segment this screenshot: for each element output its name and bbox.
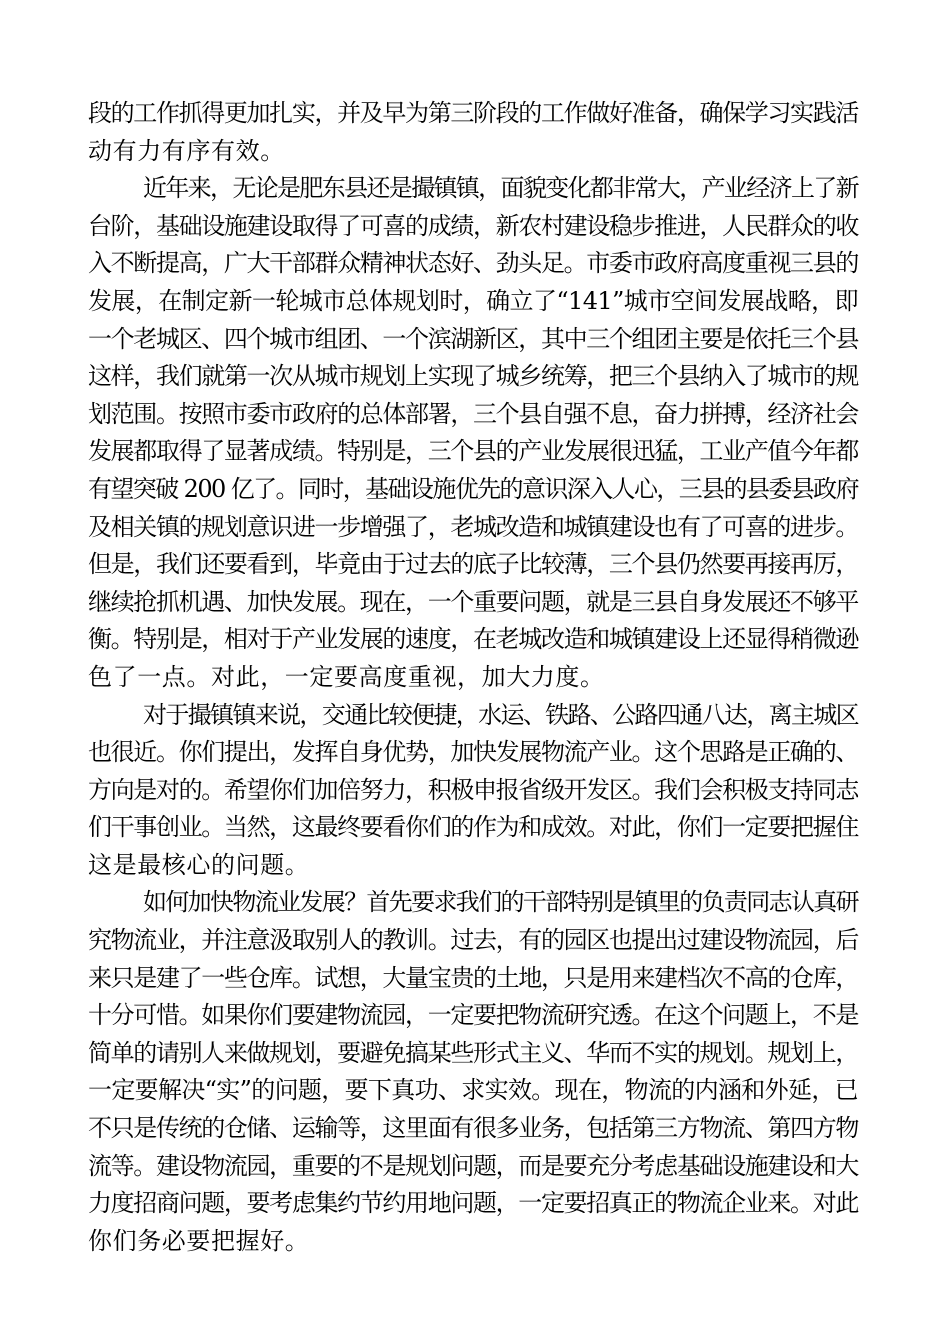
text-line: 究物流业，并注意汲取别人的教训。过去，有的园区也提出过建设物流园，后: [88, 926, 858, 955]
text-line: 色了一点。对此，一定要高度重视，加大力度。: [88, 662, 605, 691]
text-line: 继续抢抓机遇、加快发展。现在，一个重要问题，就是三县自身发展还不够平: [88, 587, 858, 616]
text-line: 们干事创业。当然，这最终要看你们的作为和成效。对此，你们一定要把握住: [88, 813, 858, 842]
text-line: 这样，我们就第一次从城市规划上实现了城乡统筹，把三个县纳入了城市的规: [88, 362, 858, 391]
paragraph-cuozhen-town: [88, 697, 858, 885]
text-line: 来只是建了一些仓库。试想，大量宝贵的土地，只是用来建档次不高的仓库，: [88, 963, 858, 992]
text-line: 入不断提高，广大干部群众精神状态好、劲头足。市委市政府高度重视三县的: [88, 249, 858, 278]
text-line: 有望突破 200 亿了。同时，基础设施优先的意识深入人心，三县的县委县政府: [88, 474, 858, 503]
text-line: 一定要解决“实”的问题，要下真功、求实效。现在，物流的内涵和外延，已: [88, 1076, 858, 1105]
text-line: 发展，在制定新一轮城市总体规划时，确立了“141”城市空间发展战略，即: [88, 286, 858, 315]
document-page: [88, 95, 858, 1260]
paragraph-logistics: [88, 884, 858, 1260]
text-line: 简单的请别人来做规划，要避免搞某些形式主义、华而不实的规划。规划上，: [88, 1038, 858, 1067]
text-line: 动有力有序有效。: [88, 136, 285, 165]
text-line: 划范围。按照市委市政府的总体部署，三个县自强不息，奋力拼搏，经济社会: [88, 399, 858, 428]
text-line: 方向是对的。希望你们加倍努力，积极申报省级开发区。我们会积极支持同志: [88, 775, 858, 804]
text-line: 流等。建设物流园，重要的不是规划问题，而是要充分考虑基础设施建设和大: [88, 1151, 858, 1180]
text-line: 十分可惜。如果你们要建物流园，一定要把物流研究透。在这个问题上，不是: [88, 1001, 858, 1030]
text-line: 这是最核心的问题。: [88, 850, 310, 879]
text-line: 段的工作抓得更加扎实，并及早为第三阶段的工作做好准备，确保学习实践活: [88, 99, 858, 127]
text-line: 对于撮镇镇来说，交通比较便捷，水运、铁路、公路四通八达，离主城区: [143, 700, 858, 729]
text-line: 及相关镇的规划意识进一步增强了，老城改造和城镇建设也有了可喜的进步。: [88, 512, 858, 541]
text-line: 也很近。你们提出，发挥自身优势，加快发展物流产业。这个思路是正确的、: [88, 738, 858, 767]
text-line: 你们务必要把握好。: [88, 1226, 310, 1255]
text-line: 衡。特别是，相对于产业发展的速度，在老城改造和城镇建设上还显得稍微逊: [88, 625, 858, 654]
text-line: 发展都取得了显著成绩。特别是，三个县的产业发展很迅猛，工业产值今年都: [88, 437, 858, 466]
paragraph-development-overview: [88, 170, 858, 696]
text-line: 但是，我们还要看到，毕竟由于过去的底子比较薄，三个县仍然要再接再厉，: [88, 550, 858, 579]
text-line: 如何加快物流业发展？首先要求我们的干部特别是镇里的负责同志认真研: [143, 888, 858, 917]
paragraph-continuation: [88, 95, 858, 170]
text-line: 一个老城区、四个城市组团、一个滨湖新区，其中三个组团主要是依托三个县: [88, 324, 858, 353]
text-line: 力度招商问题，要考虑集约节约用地问题，一定要招真正的物流企业来。对此: [88, 1189, 858, 1218]
text-line: 近年来，无论是肥东县还是撮镇镇，面貌变化都非常大，产业经济上了新: [143, 174, 858, 203]
text-line: 台阶，基础设施建设取得了可喜的成绩，新农村建设稳步推进，人民群众的收: [88, 211, 858, 240]
text-line: 不只是传统的仓储、运输等，这里面有很多业务，包括第三方物流、第四方物: [88, 1114, 858, 1143]
